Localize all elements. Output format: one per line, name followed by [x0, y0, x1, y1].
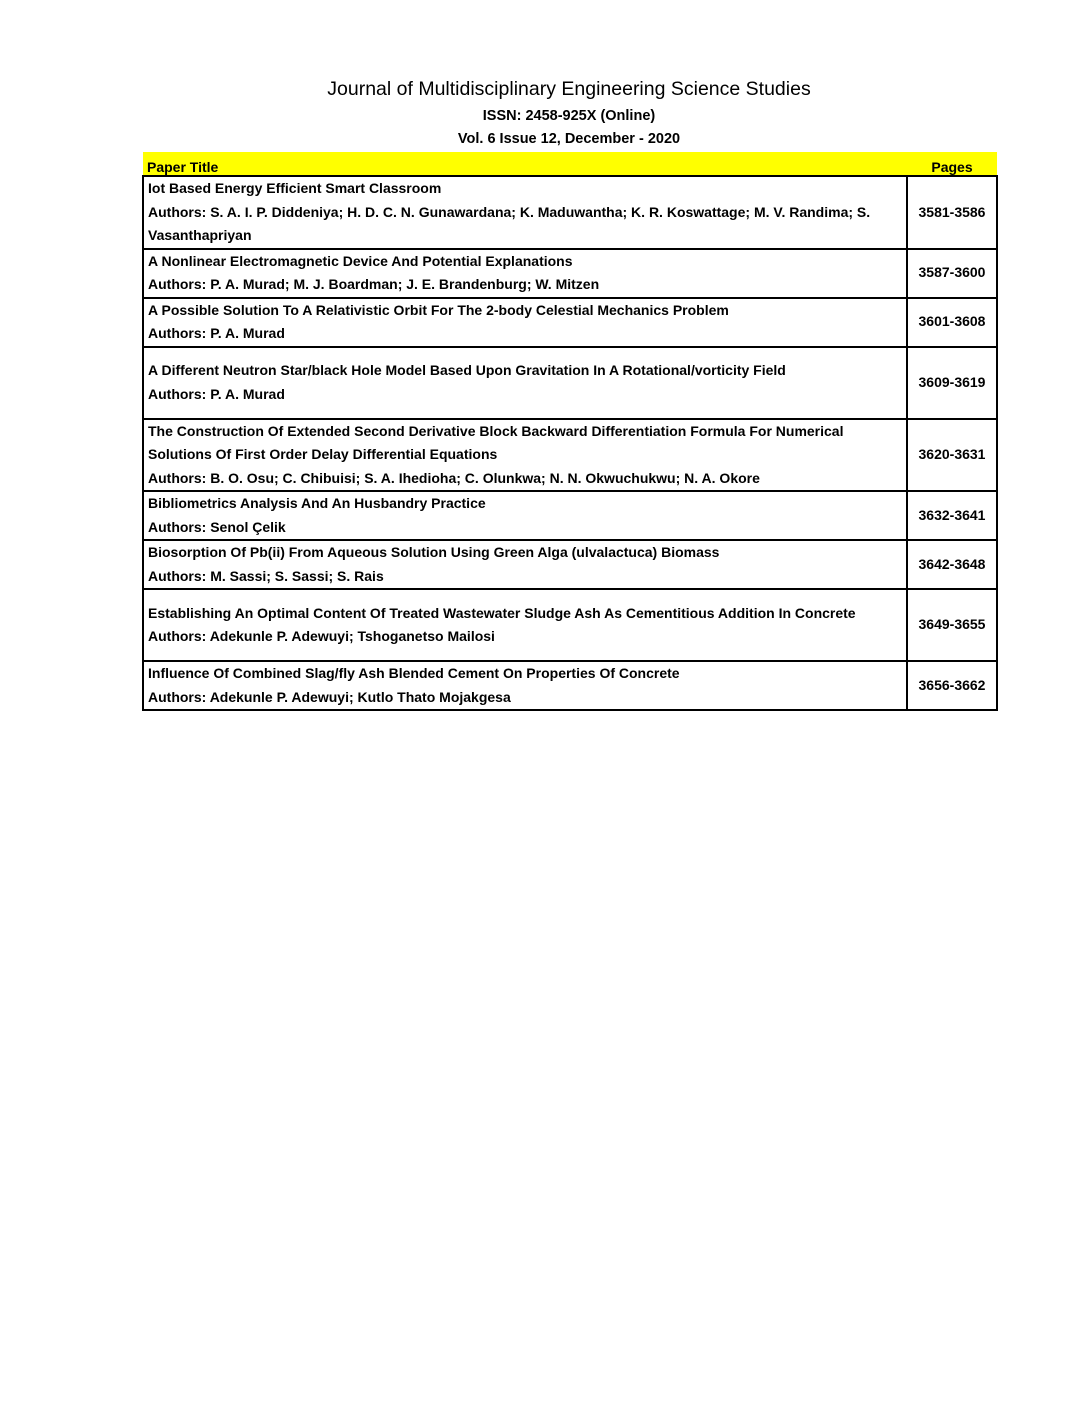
paper-title: The Construction Of Extended Second Derivative Block Backward Differentiation Formula For Numerical Solutions Of First Order Delay Differential Equations [148, 422, 844, 462]
paper-cell [143, 589, 907, 661]
paper-authors: Authors: P. A. Murad; M. J. Boardman; J. E. Brandenburg; W. Mitzen [148, 276, 600, 292]
paper-pages: 3601-3608 [907, 298, 997, 347]
table-row [143, 347, 997, 419]
paper-cell [143, 249, 907, 298]
paper-authors: Authors: M. Sassi; S. Sassi; S. Rais [148, 567, 384, 584]
paper-pages: 3632-3641 [907, 491, 997, 540]
paper-cell [143, 298, 907, 347]
table-row [143, 589, 997, 661]
paper-pages: 3609-3619 [907, 347, 997, 419]
paper-pages: 3642-3648 [907, 540, 997, 589]
table-row [143, 540, 997, 589]
paper-cell [143, 176, 907, 249]
paper-title: Establishing An Optimal Content Of Treated Wastewater Sludge Ash As Cementitious Addition In Concrete [148, 604, 856, 621]
paper-authors: Authors: Adekunle P. Adewuyi; Kutlo Thato Mojakgesa [148, 688, 511, 705]
table-row [143, 491, 997, 540]
paper-cell [143, 419, 907, 492]
paper-title: A Nonlinear Electromagnetic Device And Potential Explanations [148, 252, 573, 269]
paper-cell [143, 540, 907, 589]
paper-authors: Authors: B. O. Osu; C. Chibuisi; S. A. Ihedioha; C. Olunkwa; N. N. Okwuchukwu; N. A. Okore [148, 469, 760, 486]
paper-authors: Authors: S. A. I. P. Diddeniya; H. D. C. N. Gunawardana; K. Maduwantha; K. R. Koswattage; M. V. Randima; S. Vasanthapriyan [148, 203, 871, 243]
paper-cell [143, 661, 907, 710]
journal-title: Journal of Multidisciplinary Engineering Science Studies [327, 78, 811, 100]
table-of-contents [142, 152, 998, 711]
paper-authors: Authors: Senol Çelik [148, 518, 286, 535]
paper-pages: 3587-3600 [907, 249, 997, 298]
paper-title: Biosorption Of Pb(ii) From Aqueous Solution Using Green Alga (ulvalactuca) Biomass [148, 544, 720, 560]
table-row [143, 419, 997, 492]
paper-pages: 3620-3631 [907, 419, 997, 492]
paper-pages: 3656-3662 [907, 661, 997, 710]
paper-authors: Authors: P. A. Murad [148, 325, 285, 341]
paper-cell [143, 347, 907, 419]
paper-authors: Authors: P. A. Murad [148, 385, 285, 402]
paper-authors: Authors: Adekunle P. Adewuyi; Tshoganetso Mailosi [148, 628, 495, 644]
volume-issue-line: Vol. 6 Issue 12, December - 2020 [457, 131, 681, 147]
header-paper-title: Paper Title [143, 152, 907, 176]
table-header-row [143, 152, 997, 176]
table-row [143, 176, 997, 249]
paper-title: Bibliometrics Analysis And An Husbandry Practice [148, 495, 486, 511]
paper-pages: 3581-3586 [907, 176, 997, 249]
table-row [143, 249, 997, 298]
paper-title: A Different Neutron Star/black Hole Model Based Upon Gravitation In A Rotational/vorticity Field [148, 362, 786, 378]
paper-title: A Possible Solution To A Relativistic Orbit For The 2-body Celestial Mechanics Problem [148, 301, 729, 318]
table-row [143, 661, 997, 710]
paper-title: Iot Based Energy Efficient Smart Classroom [148, 180, 442, 196]
table-row [143, 298, 997, 347]
paper-title: Influence Of Combined Slag/fly Ash Blended Cement On Properties Of Concrete [148, 665, 680, 681]
issn-line: ISSN: 2458-925X (Online) [482, 108, 656, 124]
paper-pages: 3649-3655 [907, 589, 997, 661]
header-pages: Pages [907, 152, 997, 176]
paper-cell [143, 491, 907, 540]
